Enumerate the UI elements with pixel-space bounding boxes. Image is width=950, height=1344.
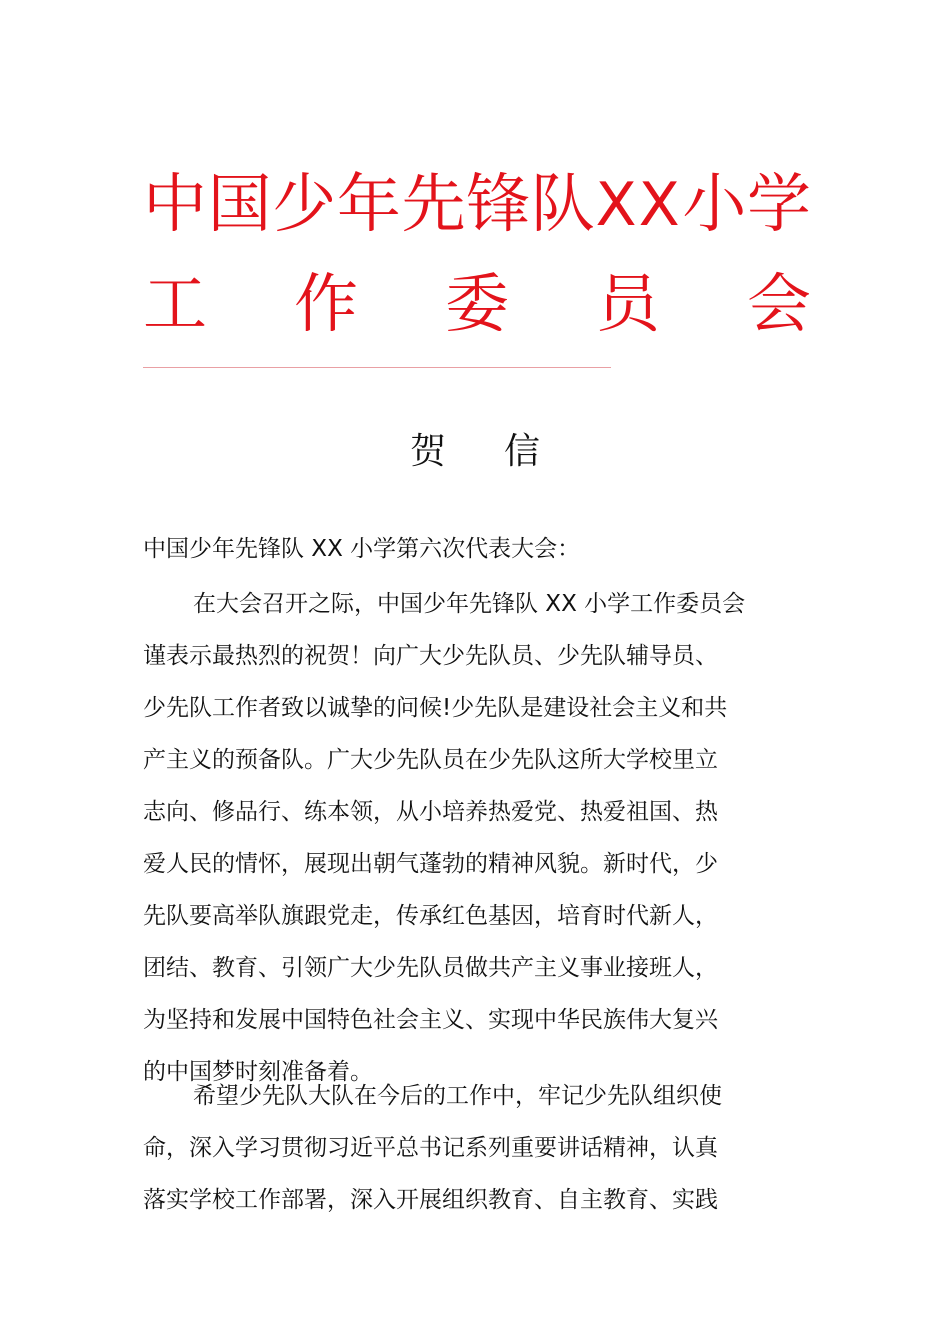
letterhead-char: 会 [747,268,811,342]
letterhead-char: 锋 [466,168,531,242]
paragraph-line: 为坚持和发展中国特色社会主义、实现中华民族伟大复兴 [143,1007,718,1033]
letterhead-line-2 [143,265,811,345]
letterhead-divider [143,367,611,368]
letterhead-char: 委 [445,268,509,342]
title-char: 信 [504,431,541,472]
paragraph-line: 落实学校工作部署，深入开展组织教育、自主教育、实践 [143,1187,718,1213]
letterhead-char: XX [595,170,682,240]
title-char: 贺 [409,431,446,472]
paragraph-line: 先队要高举队旗跟党走，传承红色基因，培育时代新人， [143,903,718,929]
paragraph-line: 希望少先队大队在今后的工作中，牢记少先队组织使 [193,1083,722,1109]
paragraph-line: 爱人民的情怀，展现出朝气蓬勃的精神风貌。新时代，少 [143,851,718,877]
document-title [0,424,950,480]
paragraph-line: 的中国梦时刻准备着。 [143,1059,373,1085]
paragraph-line: 产主义的预备队。广大少先队员在少先队这所大学校里立 [143,747,718,773]
letterhead-char: 队 [530,168,595,242]
paragraph-line: 志向、修品行、练本领，从小培养热爱党、热爱祖国、热 [143,799,718,825]
letterhead-char: 作 [294,268,358,342]
paragraph-line: 命，深入学习贯彻习近平总书记系列重要讲话精神，认真 [143,1135,718,1161]
body-paragraph-1 [143,578,811,1098]
letterhead-char: 中 [143,168,207,242]
paragraph-line: 在大会召开之际，中国少年先锋队 XX 小学工作委员会 [193,591,746,617]
paragraph-line: 少先队工作者致以诚挚的问候!少先队是建设社会主义和共 [143,695,728,721]
letterhead-char: 先 [401,168,466,242]
paragraph-line: 谨表示最热烈的祝贺！向广大少先队员、少先队辅导员、 [143,643,718,669]
letterhead-char: 少 [272,168,337,242]
letterhead-char: 员 [596,268,660,342]
letterhead-char: 小 [682,168,747,242]
body-paragraph-2 [143,1070,811,1226]
letterhead-char: 年 [336,168,401,242]
letterhead-char: 工 [143,268,207,342]
paragraph-line: 团结、教育、引领广大少先队员做共产主义事业接班人， [143,955,718,981]
salutation: 中国少年先锋队 XX 小学第六次代表大会： [143,536,581,562]
letterhead-char: 国 [207,168,272,242]
letterhead-char: 学 [746,168,811,242]
letterhead-line-1 [143,165,811,245]
